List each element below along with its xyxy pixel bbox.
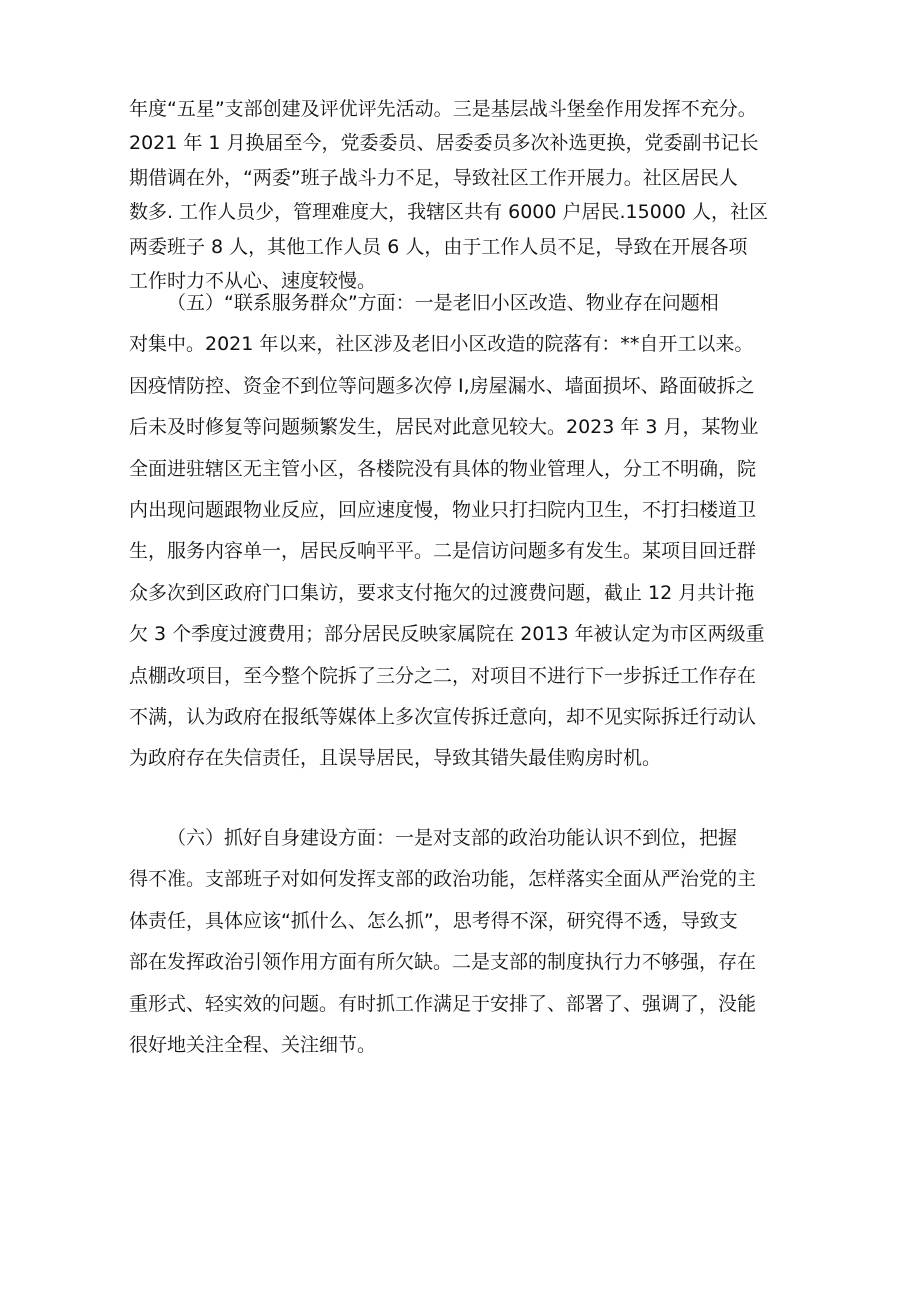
text-line: 生，服务内容单一，居民反响平平。二是信访问题多有发生。某项目回迁群	[129, 540, 757, 563]
text-line: 很好地关注全程、关注细节。	[129, 1034, 377, 1057]
paragraph-serving-the-masses	[129, 283, 793, 780]
text-line: 得不准。支部班子对如何发挥支部的政治功能，怎样落实全面从严治党的主	[129, 868, 757, 891]
text-line: 期借调在外，“两委”班子战斗力不足，导致社区工作开展力。社区居民人	[129, 166, 738, 189]
text-line: 内出现问题跟物业反应，回应速度慢，物业只打扫院内卫生，不打扫楼道卫	[129, 499, 757, 522]
text-line: 欠 3 个季度过渡费用；部分居民反映家属院在 2013 年被认定为市区两级重	[129, 623, 765, 646]
text-line: 对集中。2021 年以来，社区涉及老旧小区改造的院落有：**自开工以来。	[129, 333, 754, 356]
paragraph-self-construction	[129, 818, 793, 1066]
text-line: 体责任，具体应该“抓什么、怎么抓”，思考得不深，研究得不透，导致支	[129, 909, 738, 932]
text-line: 两委班子 8 人，其他工作人员 6 人，由于工作人员不足，导致在开展各项	[129, 235, 748, 258]
text-line: 部在发挥政治引领作用方面有所欠缺。二是支部的制度执行力不够强，存在	[129, 951, 757, 974]
text-line: （五）“联系服务群众”方面：一是老旧小区改造、物业存在问题相	[167, 292, 719, 314]
paragraph-party-building	[129, 92, 793, 298]
text-line: （六）抓好自身建设方面：一是对支部的政治功能认识不到位，把握	[167, 827, 738, 849]
text-line: 全面进驻辖区无主管小区，各楼院没有具体的物业管理人，分工不明确，院	[129, 457, 757, 480]
text-line: 数多. 工作人员少，管理难度大，我辖区共有 6000 户居民.15000 人，社区	[129, 201, 769, 224]
text-line: 2021 年 1 月换届至今，党委委员、居委委员多次补选更换，党委副书记长	[129, 132, 759, 155]
text-line: 不满，认为政府在报纸等媒体上多次宣传拆迁意向，却不见实际拆迁行动认	[129, 706, 757, 729]
text-line: 年度“五星”支部创建及评优评先活动。三是基层战斗堡垒作用发挥不充分。	[129, 98, 757, 120]
text-line: 点棚改项目，至今整个院拆了三分之二，对项目不进行下一步拆迁工作存在	[129, 664, 757, 687]
text-line: 重形式、轻实效的问题。有时抓工作满足于安排了、部署了、强调了，没能	[129, 992, 757, 1015]
text-line: 工作时力不从心、速度较慢。	[129, 270, 377, 293]
text-line: 后未及时修复等问题频繁发生，居民对此意见较大。2023 年 3 月，某物业	[129, 416, 759, 439]
text-line: 为政府存在失信责任，且误导居民，导致其错失最佳购房时机。	[129, 747, 662, 770]
text-line: 众多次到区政府门口集访，要求支付拖欠的过渡费问题，截止 12 月共计拖	[129, 581, 755, 604]
text-line: 因疫情防控、资金不到位等问题多次停 I,房屋漏水、墙面损坏、路面破拆之	[129, 374, 755, 397]
